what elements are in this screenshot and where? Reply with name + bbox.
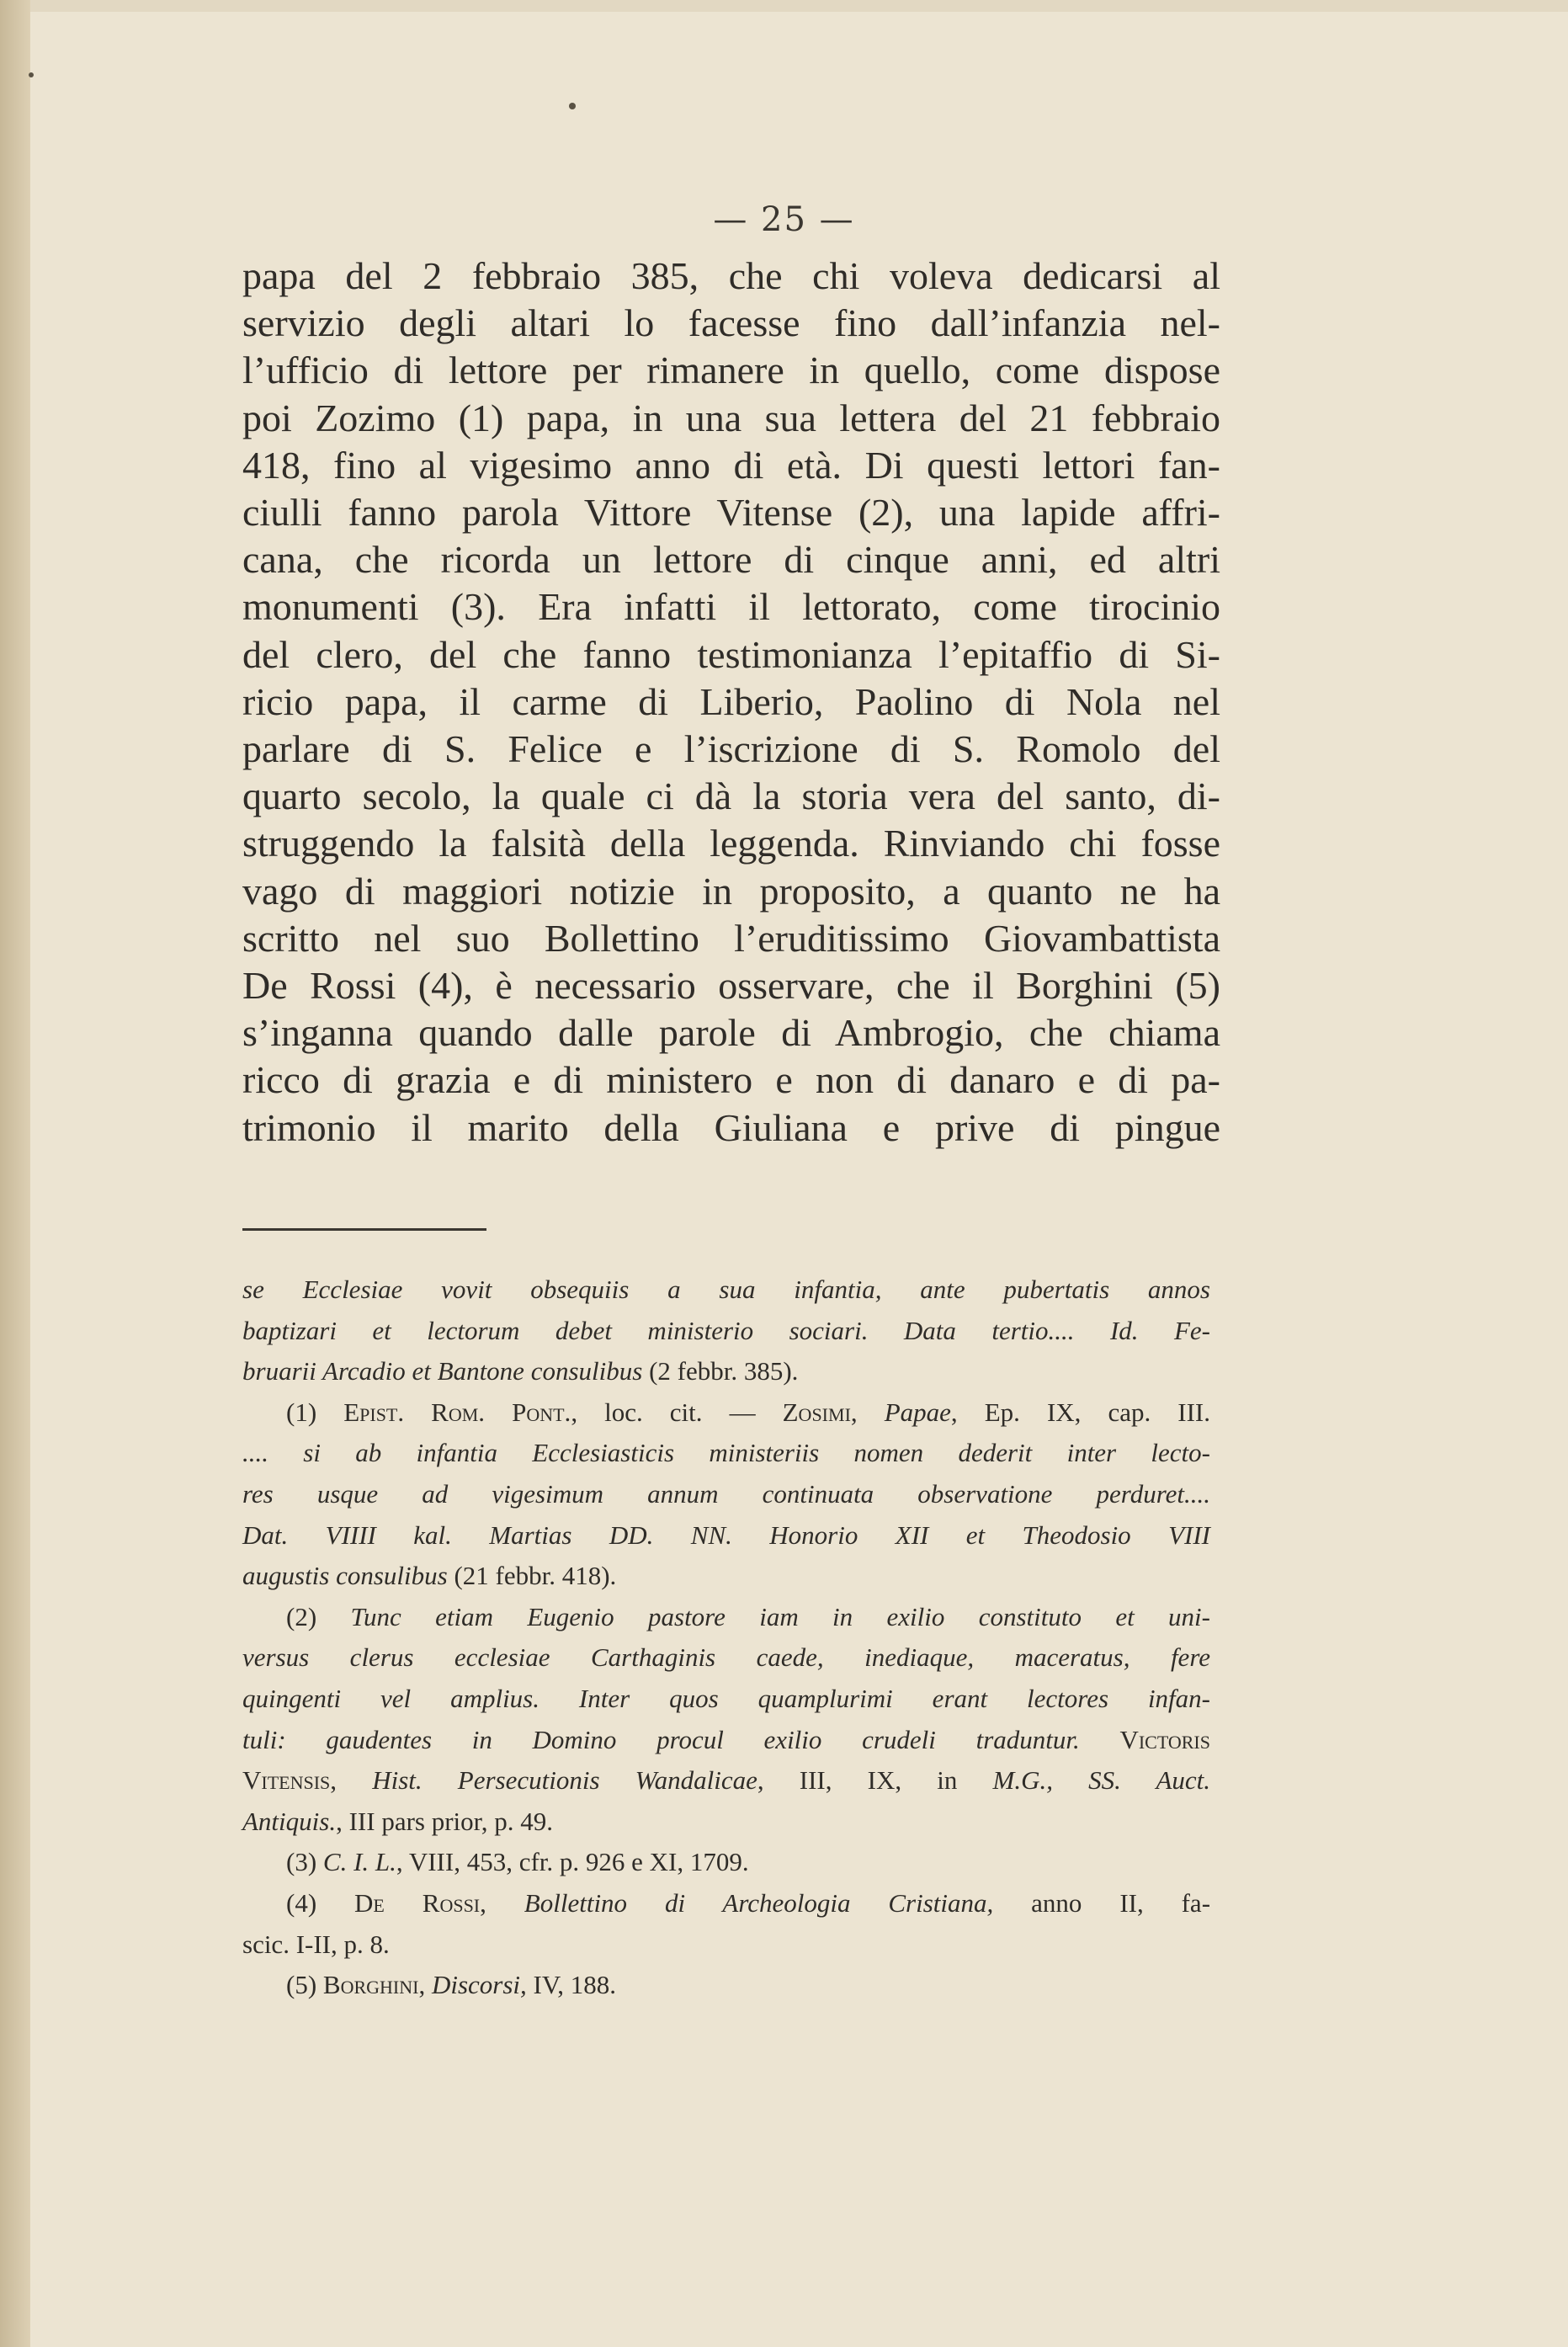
text-line: ricio papa, il carme di Liberio, Paolino di Nola nel xyxy=(242,679,1220,723)
footnote-fragment: , VIII, 453, cfr. p. 926 e XI, 1709. xyxy=(396,1847,749,1877)
footnote-fragment: Antiquis. xyxy=(242,1806,337,1836)
footnote-fragment: (21 febbr. 418). xyxy=(447,1561,617,1591)
main-text xyxy=(242,253,1220,1152)
footnote-fragment: IV, 188. xyxy=(526,1970,617,2000)
text-line: monumenti (3). Era infatti il lettorato, come tirocinio xyxy=(242,585,1220,629)
footnote-line xyxy=(242,1556,1210,1597)
footnote-fragment: anno II, fa- xyxy=(993,1887,1211,1918)
footnote-fragment: Papae xyxy=(884,1397,951,1427)
footnote-marker: (4) xyxy=(286,1887,355,1918)
footnote-fragment: M.G., SS. Auct. xyxy=(992,1765,1210,1796)
footnote-line xyxy=(242,1351,1210,1392)
page-spine-edge xyxy=(0,0,30,2347)
footnote-fragment: bruarii Arcadio et Bantone consulibus xyxy=(242,1356,643,1386)
footnote-separator xyxy=(242,1228,486,1231)
footnote-fragment: Borghini xyxy=(322,1970,419,2000)
footnote-fragment: Zosimi xyxy=(782,1397,851,1427)
footnote-line: Dat. VIIII kal. Martias DD. NN. Honorio XII et Theodosio VIII xyxy=(242,1519,1210,1550)
footnote-fragment: , xyxy=(330,1765,373,1796)
text-line: vago di maggiori notizie in proposito, a quanto ne ha xyxy=(242,869,1220,913)
footnote-line: scic. I-II, p. 8. xyxy=(242,1929,390,1959)
footnote-fragment: augustis consulibus xyxy=(242,1561,448,1591)
text-line: l’ufficio di lettore per rimanere in quello, come dispose xyxy=(242,349,1220,392)
footnote-line xyxy=(242,1801,1210,1843)
page-number: — 25 — xyxy=(713,200,855,239)
text-line: scritto nel suo Bollettino l’eruditissimo Giovambattista xyxy=(242,916,1220,960)
text-line: papa del 2 febbraio 385, che chi voleva dedicarsi al xyxy=(242,254,1220,297)
ink-speck xyxy=(569,103,576,109)
footnote-fragment: Hist. Persecutionis Wandalicae xyxy=(372,1765,757,1796)
footnote-marker: (3) xyxy=(286,1847,323,1877)
text-line: ricco di grazia e di ministero e non di danaro e di pa- xyxy=(242,1058,1220,1102)
text-line: quarto secolo, la quale ci dà la storia vera del santo, di- xyxy=(242,774,1220,818)
footnote-fragment: De Rossi xyxy=(354,1887,481,1918)
footnote-line: baptizari et lectorum debet ministerio sociari. Data tertio.... Id. Fe- xyxy=(242,1315,1210,1345)
footnote-fragment: tuli: gaudentes in Domino procul exilio crudeli traduntur. xyxy=(242,1724,1120,1754)
footnote-fragment: Tunc etiam Eugenio pastore iam in exilio constituto et uni- xyxy=(350,1601,1210,1631)
footnote-fragment: , III, IX, in xyxy=(757,1765,993,1796)
footnote-line: versus clerus ecclesiae Carthaginis caede, inediaque, maceratus, fere xyxy=(242,1642,1210,1673)
text-line: trimonio il marito della Giuliana e prive di pingue xyxy=(242,1105,1220,1149)
text-line: De Rossi (4), è necessario osservare, che il Borghini (5) xyxy=(242,964,1220,1008)
ink-speck xyxy=(29,72,34,77)
footnote-3 xyxy=(242,1842,1210,1883)
footnote-5 xyxy=(242,1965,1210,2006)
footnote-line: res usque ad vigesimum annum continuata observatione perduret.... xyxy=(242,1478,1210,1509)
footnote-line: se Ecclesiae vovit obsequiis a sua infantia, ante pubertatis annos xyxy=(242,1275,1210,1304)
text-line: s’inganna quando dalle parole di Ambrogio, che chiama xyxy=(242,1011,1220,1055)
text-line: poi Zozimo (1) papa, in una sua lettera del 21 febbraio xyxy=(242,396,1220,439)
footnote-fragment: Victoris xyxy=(1119,1724,1210,1754)
footnote-marker: (5) xyxy=(286,1970,323,2000)
text-line: parlare di S. Felice e l’iscrizione di S. Romolo del xyxy=(242,727,1220,771)
footnote-fragment: , xyxy=(850,1397,885,1427)
footnote-marker: (1) xyxy=(286,1397,344,1427)
footnote-fragment: , xyxy=(418,1970,432,2000)
footnotes xyxy=(242,1269,1210,2006)
footnote-line: quingenti vel amplius. Inter quos quamplurimi erant lectores infan- xyxy=(242,1683,1210,1713)
text-line: 418, fino al vigesimo anno di età. Di questi lettori fan- xyxy=(242,443,1220,487)
footnote-line: .... si ab infantia Ecclesiasticis ministeriis nomen dederit inter lecto- xyxy=(242,1438,1210,1468)
text-line: cana, che ricorda un lettore di cinque anni, ed altri xyxy=(242,538,1220,582)
footnote-fragment: Bollettino di Archeologia Cristiana, xyxy=(524,1887,994,1918)
footnote-fragment: Vitensis xyxy=(242,1765,331,1796)
footnote-2 xyxy=(242,1597,1210,1638)
text-line: struggendo la falsità della leggenda. Rinviando chi fosse xyxy=(242,822,1220,865)
footnote-fragment: , loc. cit. — xyxy=(571,1397,783,1427)
footnote-fragment: Discorsi, xyxy=(431,1970,527,2000)
footnote-fragment: , Ep. IX, cap. III. xyxy=(950,1397,1211,1427)
footnote-line xyxy=(242,1760,1210,1801)
footnote-fragment: Epist. Rom. Pont. xyxy=(343,1397,571,1427)
footnote-line xyxy=(242,1720,1210,1761)
footnote-marker: (2) xyxy=(286,1601,351,1631)
footnote-fragment: , III pars prior, p. 49. xyxy=(336,1806,553,1836)
footnote-fragment: (2 febbr. 385). xyxy=(642,1356,799,1386)
text-line: ciulli fanno parola Vittore Vitense (2), una lapide affri- xyxy=(242,491,1220,535)
text-line: del clero, del che fanno testimonianza l’epitaffio di Si- xyxy=(242,632,1220,676)
text-line: servizio degli altari lo facesse fino dall’infanzia nel- xyxy=(242,301,1220,345)
footnote-fragment: , xyxy=(480,1887,524,1918)
footnote-4 xyxy=(242,1883,1210,1924)
footnote-1 xyxy=(242,1392,1210,1434)
footnote-fragment: C. I. L. xyxy=(322,1847,396,1877)
